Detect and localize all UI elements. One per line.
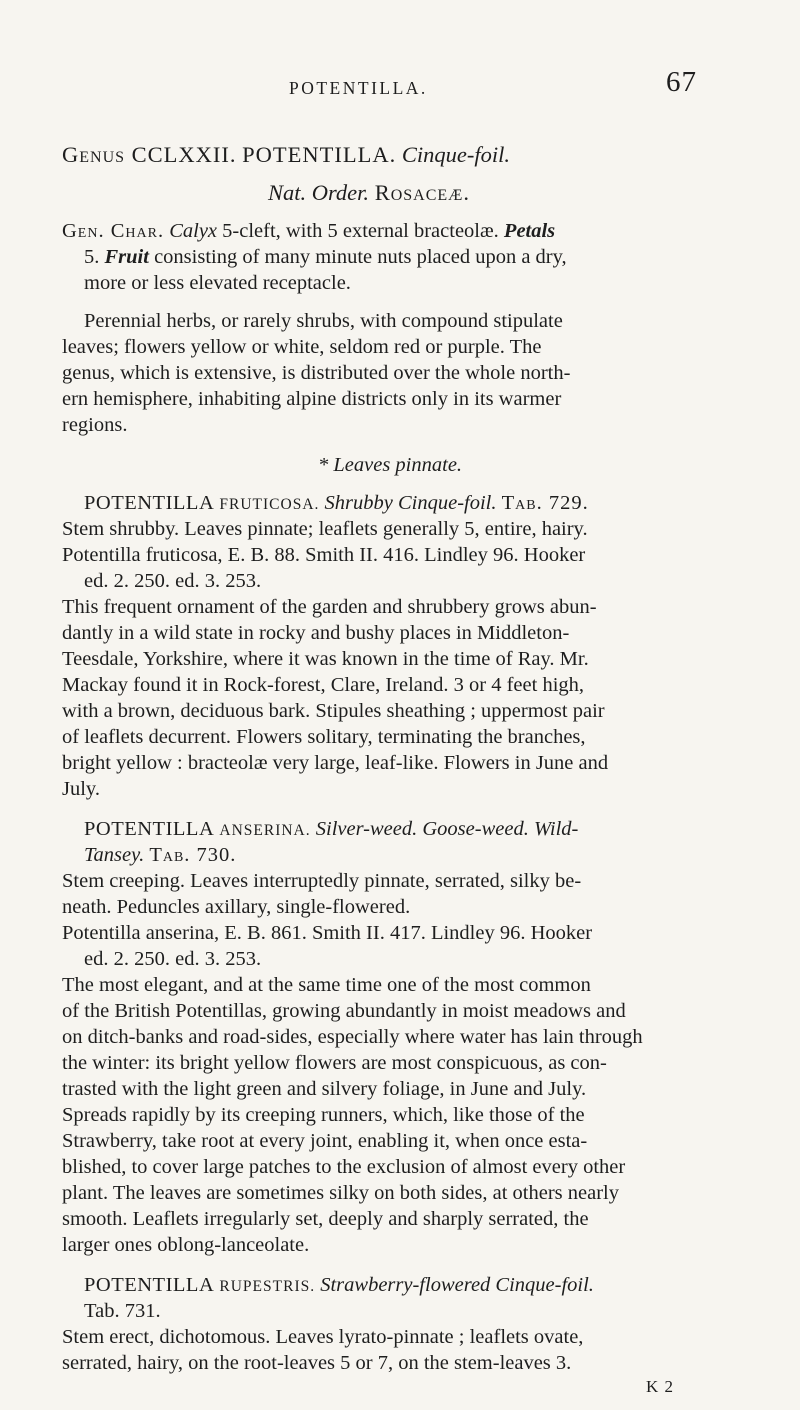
char-line: 5. Fruit consisting of many minute nuts placed upon a dry, [84,246,567,268]
description-line: dantly in a wild state in rocky and bushy places in Middleton- [62,622,570,644]
species-diagnosis: neath. Peduncles axillary, single-flowered. [62,896,411,918]
petals-term: Petals [503,220,556,242]
description-line: Mackay found it in Rock-forest, Clare, Ireland. 3 or 4 feet high, [62,674,585,696]
description-line: Strawberry, take root at every joint, enabling it, when once esta- [62,1130,588,1152]
intro-line: ern hemisphere, inhabiting alpine districts only in its warmer [62,388,562,410]
species-genus: POTENTILLA [84,1274,215,1296]
page-number: 67 [666,66,697,98]
char-line: Gen. Char. Calyx 5-cleft, with 5 external bracteolæ. Petals [62,220,556,242]
species-plate: Tab. 730. [149,844,237,866]
species-diagnosis: serrated, hairy, on the root-leaves 5 or 7, on the stem-leaves 3. [62,1352,572,1374]
section-heading: * Leaves pinnate. [318,454,463,476]
species-epithet: RUPESTRIS. [219,1278,316,1295]
intro-line: leaves; flowers yellow or white, seldom red or purple. The [62,336,542,358]
genus-common-name: Cinque-foil. [401,142,511,167]
fruit-term: Fruit [104,246,149,268]
running-head: POTENTILLA. [289,78,428,98]
species-genus: POTENTILLA [84,492,215,514]
species-genus: POTENTILLA [84,818,215,840]
description-line: Teesdale, Yorkshire, where it was known in the time of Ray. Mr. [62,648,589,670]
description-line: The most elegant, and at the same time one of the most common [62,974,591,996]
species-references: Potentilla anserina, E. B. 861. Smith II. 417. Lindley 96. Hooker [62,922,593,944]
natural-order [268,180,470,206]
description-line: larger ones oblong-lanceolate. [62,1234,310,1256]
genus-heading [62,142,510,168]
species-references: ed. 2. 250. ed. 3. 253. [84,570,262,592]
description-line: This frequent ornament of the garden and shrubbery grows abun- [62,596,597,618]
species-diagnosis: Stem erect, dichotomous. Leaves lyrato-pinnate ; leaflets ovate, [62,1326,584,1348]
species-common-name: Silver-weed. Goose-weed. Wild- [315,818,579,840]
species-common-name: Shrubby Cinque-foil. [324,492,497,514]
description-line: with a brown, deciduous bark. Stipules sheathing ; uppermost pair [62,700,605,722]
species-diagnosis: Stem creeping. Leaves interruptedly pinnate, serrated, silky be- [62,870,582,892]
description-line: bright yellow : bracteolæ very large, leaf-like. Flowers in June and [62,752,609,774]
species-heading-cont [84,842,236,868]
description-line: smooth. Leaflets irregularly set, deeply and sharply serrated, the [62,1208,589,1230]
description-line: of the British Potentillas, growing abundantly in moist meadows and [62,1000,626,1022]
species-references: Potentilla fruticosa, E. B. 88. Smith II. 416. Lindley 96. Hooker [62,544,586,566]
species-plate: Tab. 729. [501,492,589,514]
genus-number: Genus CCLXXII. [62,142,237,167]
species-common-name: Tansey. [84,844,145,866]
species-diagnosis: Stem shrubby. Leaves pinnate; leaflets generally 5, entire, hairy. [62,518,588,540]
char-label: Gen. Char. [62,220,165,242]
species-heading [84,816,578,844]
species-references: ed. 2. 250. ed. 3. 253. [84,948,262,970]
signature-mark: K 2 [646,1377,675,1396]
calyx-term: Calyx [169,220,218,242]
order-name: Rosaceæ. [374,180,470,205]
book-page [62,0,754,1410]
intro-line: Perennial herbs, or rarely shrubs, with compound stipulate [84,310,563,332]
description-line: blished, to cover large patches to the exclusion of almost every other [62,1156,626,1178]
description-line: plant. The leaves are sometimes silky on both sides, at others nearly [62,1182,619,1204]
species-epithet: ANSERINA. [219,822,311,839]
description-line: Spreads rapidly by its creeping runners, which, like those of the [62,1104,585,1126]
species-epithet: FRUTICOSA. [219,496,320,513]
description-line: of leaflets decurrent. Flowers solitary, terminating the branches, [62,726,586,748]
description-line: trasted with the light green and silvery foliage, in June and July. [62,1078,587,1100]
species-common-name: Strawberry-flowered Cinque-foil. [320,1274,594,1296]
description-line: July. [62,778,100,800]
species-heading [84,490,589,518]
intro-line: genus, which is extensive, is distributed over the whole north- [62,362,571,384]
species-heading [84,1272,594,1300]
intro-line: regions. [62,414,128,436]
description-line: the winter: its bright yellow flowers are most conspicuous, as con- [62,1052,607,1074]
genus-name: POTENTILLA. [242,142,397,167]
char-line: more or less elevated receptacle. [84,272,351,294]
species-plate: Tab. 731. [84,1300,161,1322]
description-line: on ditch-banks and road-sides, especially where water has lain through [62,1026,643,1048]
order-label: Nat. Order. [268,180,370,205]
